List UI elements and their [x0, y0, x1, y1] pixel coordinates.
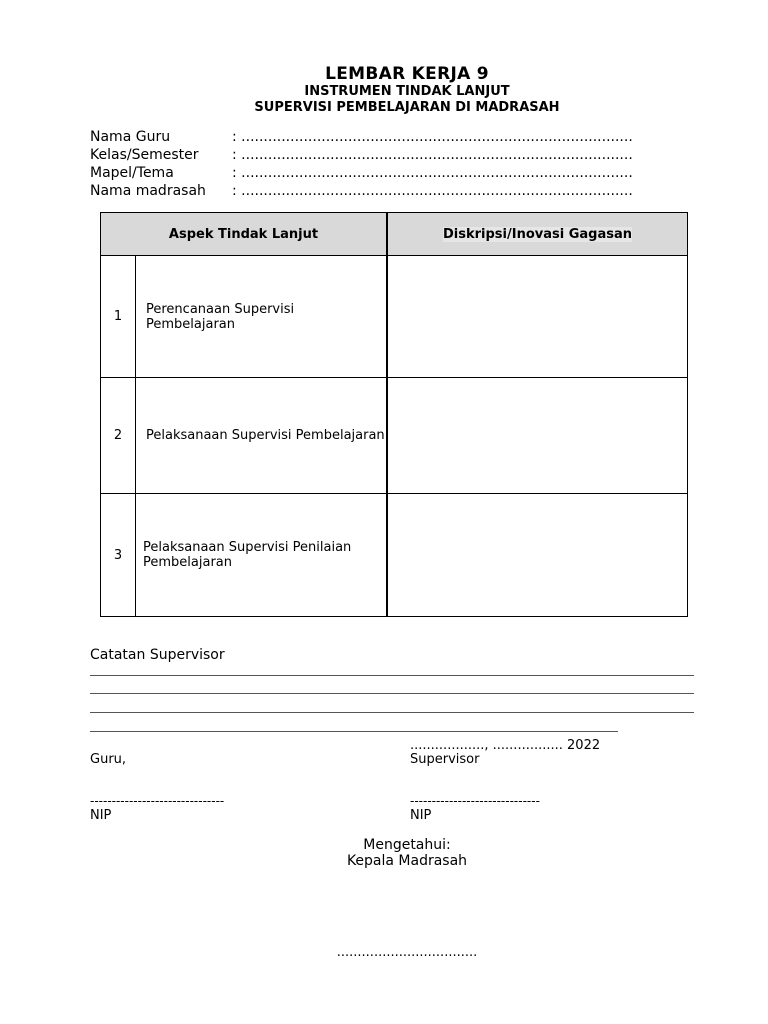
page-title: LEMBAR KERJA 9 — [325, 64, 489, 84]
guru-nip: NIP — [90, 808, 112, 823]
field-label-mapel-tema: Mapel/Tema — [90, 165, 174, 181]
row-deskripsi-cell[interactable] — [387, 494, 688, 617]
field-value-nama-guru: : ........................................................................................ — [232, 129, 633, 145]
header-deskripsi — [387, 213, 688, 256]
field-value-kelas-semester: : ........................................................................................ — [232, 147, 633, 163]
note-line[interactable] — [90, 693, 694, 694]
header-deskripsi-label: Diskripsi/Inovasi Gagasan — [442, 226, 633, 242]
field-label-kelas-semester: Kelas/Semester — [90, 147, 199, 163]
date-line: .................., ................. 2022 — [410, 738, 601, 753]
row-deskripsi-cell[interactable] — [387, 256, 688, 378]
row-number: 1 — [101, 256, 136, 378]
row-aspek: Pelaksanaan Supervisi Penilaian Pembelajaran — [136, 494, 388, 617]
row-number: 2 — [101, 378, 136, 494]
table-row — [101, 256, 688, 378]
header-aspek: Aspek Tindak Lanjut — [101, 213, 388, 256]
row-deskripsi-cell[interactable] — [387, 378, 688, 494]
table-row — [101, 378, 688, 494]
field-value-mapel-tema: : ........................................................................................ — [232, 165, 633, 181]
note-line[interactable] — [90, 712, 694, 713]
notes-title: Catatan Supervisor — [90, 647, 225, 663]
note-line[interactable] — [90, 731, 618, 732]
table-row — [101, 494, 688, 617]
row-aspek: Pelaksanaan Supervisi Pembelajaran — [136, 378, 388, 494]
field-value-nama-madrasah: : ........................................................................................ — [232, 183, 633, 199]
page-subtitle: INSTRUMEN TINDAK LANJUT — [304, 84, 510, 99]
row-number: 3 — [101, 494, 136, 617]
table-header-row — [101, 213, 688, 256]
tindak-lanjut-table — [100, 212, 688, 617]
kepala-signature-line: .................................. — [336, 945, 478, 960]
supervisor-nip: NIP — [410, 808, 432, 823]
mengetahui-label: Mengetahui: — [363, 837, 451, 853]
kepala-madrasah-label: Kepala Madrasah — [346, 853, 468, 869]
row-aspek: Perencanaan Supervisi Pembelajaran — [136, 256, 388, 378]
field-label-nama-madrasah: Nama madrasah — [90, 183, 206, 199]
supervisor-label: Supervisor — [410, 752, 480, 767]
guru-signature-line: ------------------------------- — [90, 794, 225, 808]
guru-label: Guru, — [90, 752, 127, 767]
note-line[interactable] — [90, 675, 694, 676]
supervisor-signature-line: ------------------------------ — [410, 794, 540, 808]
page-subtitle-2: SUPERVISI PEMBELAJARAN DI MADRASAH — [254, 100, 560, 115]
field-label-nama-guru: Nama Guru — [90, 129, 171, 145]
